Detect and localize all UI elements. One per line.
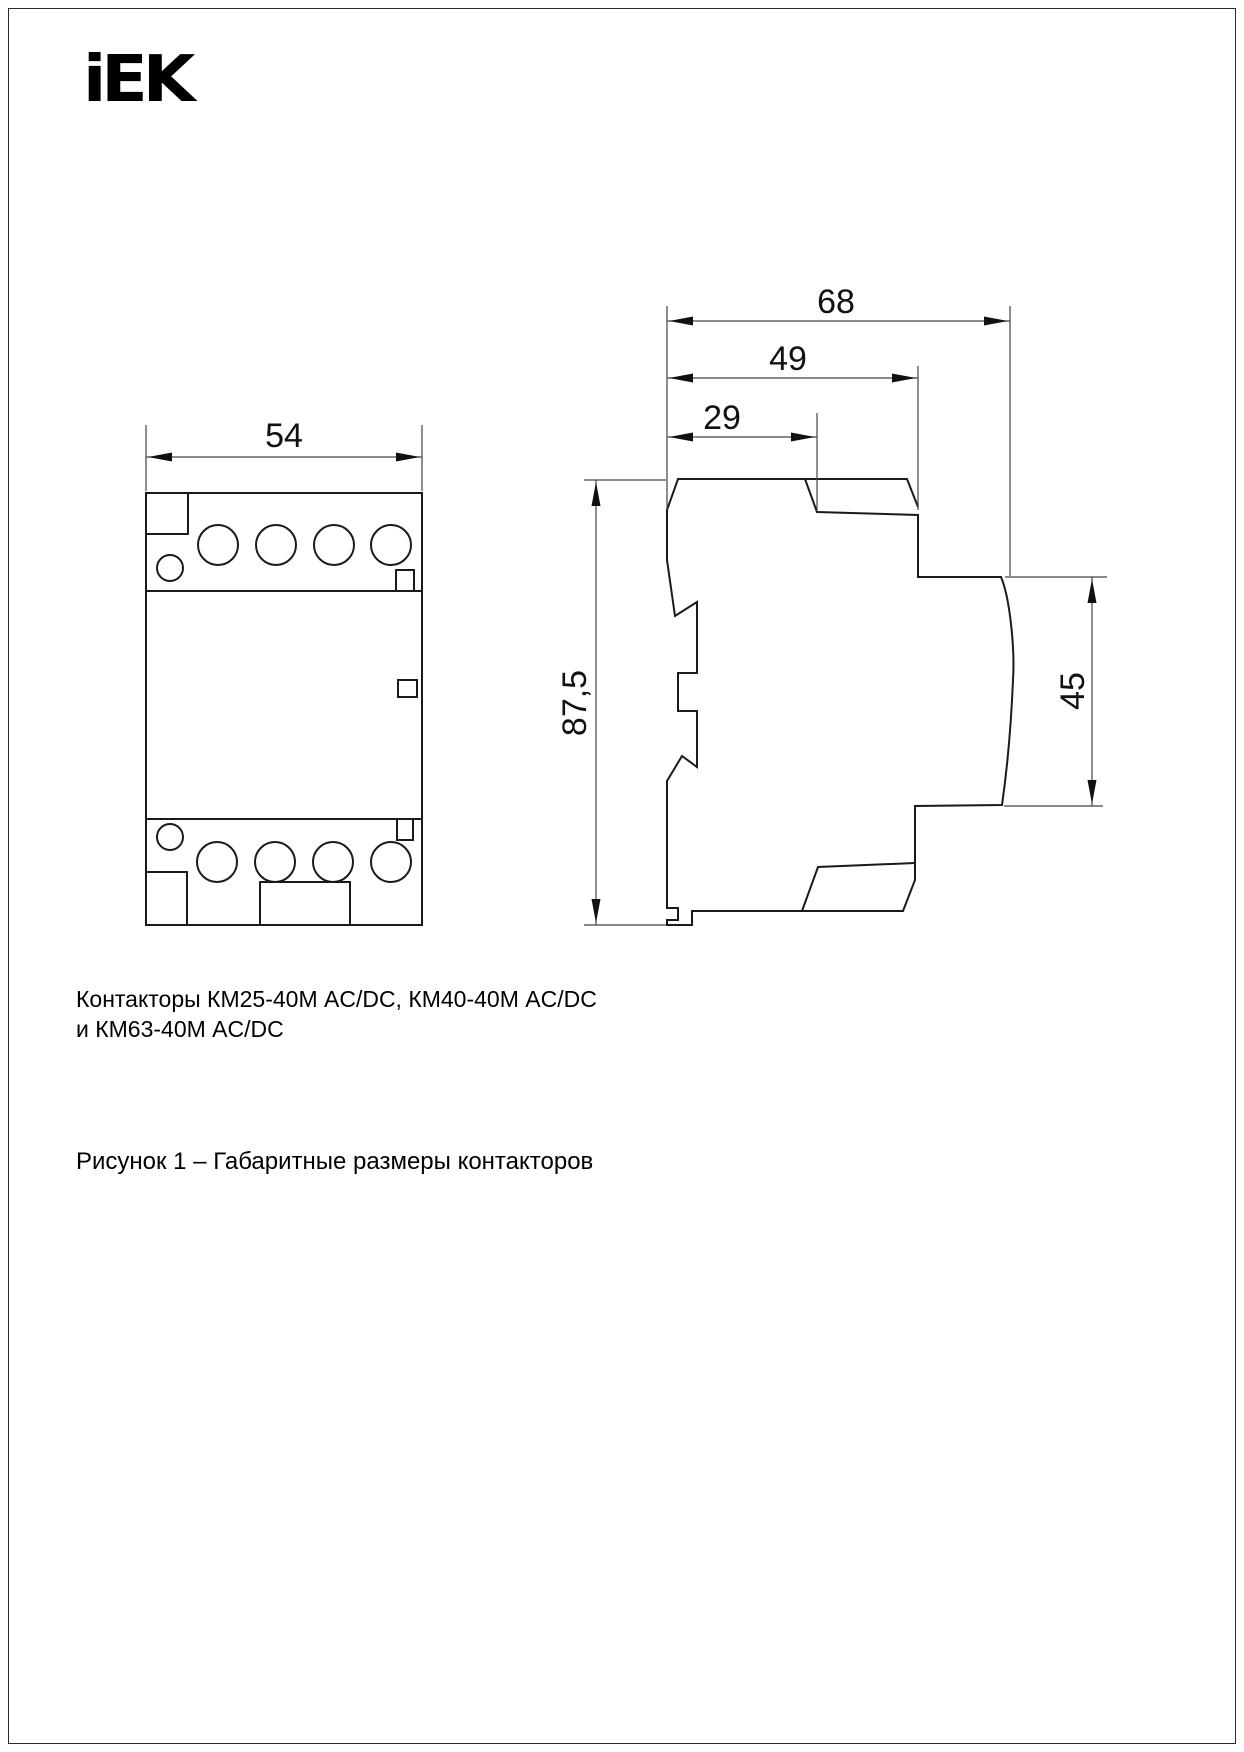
front-body-outline: [146, 493, 422, 925]
front-top-right-slot: [396, 570, 414, 591]
dim-label-depth-body: 49: [769, 340, 807, 378]
front-top-terminal-1: [198, 525, 238, 565]
dimension-lines: [146, 306, 1107, 925]
dim-label-height: 87,5: [556, 669, 594, 737]
front-middle-right-slot: [398, 680, 417, 697]
front-view: [146, 493, 422, 925]
dim-label-height-front: 45: [1054, 672, 1092, 710]
front-top-small-screw-hole: [157, 555, 183, 581]
front-top-terminal-2: [256, 525, 296, 565]
front-top-left-square: [146, 493, 188, 534]
product-caption: [76, 984, 597, 1044]
front-bottom-terminal-2: [255, 842, 295, 882]
front-top-terminal-4: [371, 525, 411, 565]
side-din-clip: [802, 863, 915, 911]
side-top-recess-back-edge: [805, 479, 918, 507]
dim-label-depth-front: 29: [703, 399, 741, 437]
front-bottom-terminal-1: [197, 842, 237, 882]
front-bottom-terminal-4: [371, 842, 411, 882]
iek-logo: iEK: [83, 42, 191, 117]
front-bottom-left-tab: [146, 872, 187, 925]
dimension-labels: [265, 283, 1092, 736]
dim-label-front-width: 54: [265, 417, 303, 455]
dimension-arrowheads: [148, 317, 1097, 924]
front-bottom-right-slot: [397, 819, 413, 840]
product-caption-line2: и КМ63-40М AC/DC: [76, 1016, 284, 1042]
side-view: [667, 479, 1013, 925]
front-bottom-terminal-3: [313, 842, 353, 882]
front-top-terminal-3: [314, 525, 354, 565]
figure-caption: Рисунок 1 – Габаритные размеры контакторов: [76, 1148, 594, 1175]
front-bottom-small-screw-hole: [157, 824, 183, 850]
side-body-outline: [667, 479, 1013, 925]
front-bottom-center-tab: [260, 882, 350, 925]
product-caption-line1: Контакторы КМ25-40М AC/DC, КМ40-40М AC/DC: [76, 986, 597, 1012]
dim-label-depth-total: 68: [817, 283, 855, 321]
